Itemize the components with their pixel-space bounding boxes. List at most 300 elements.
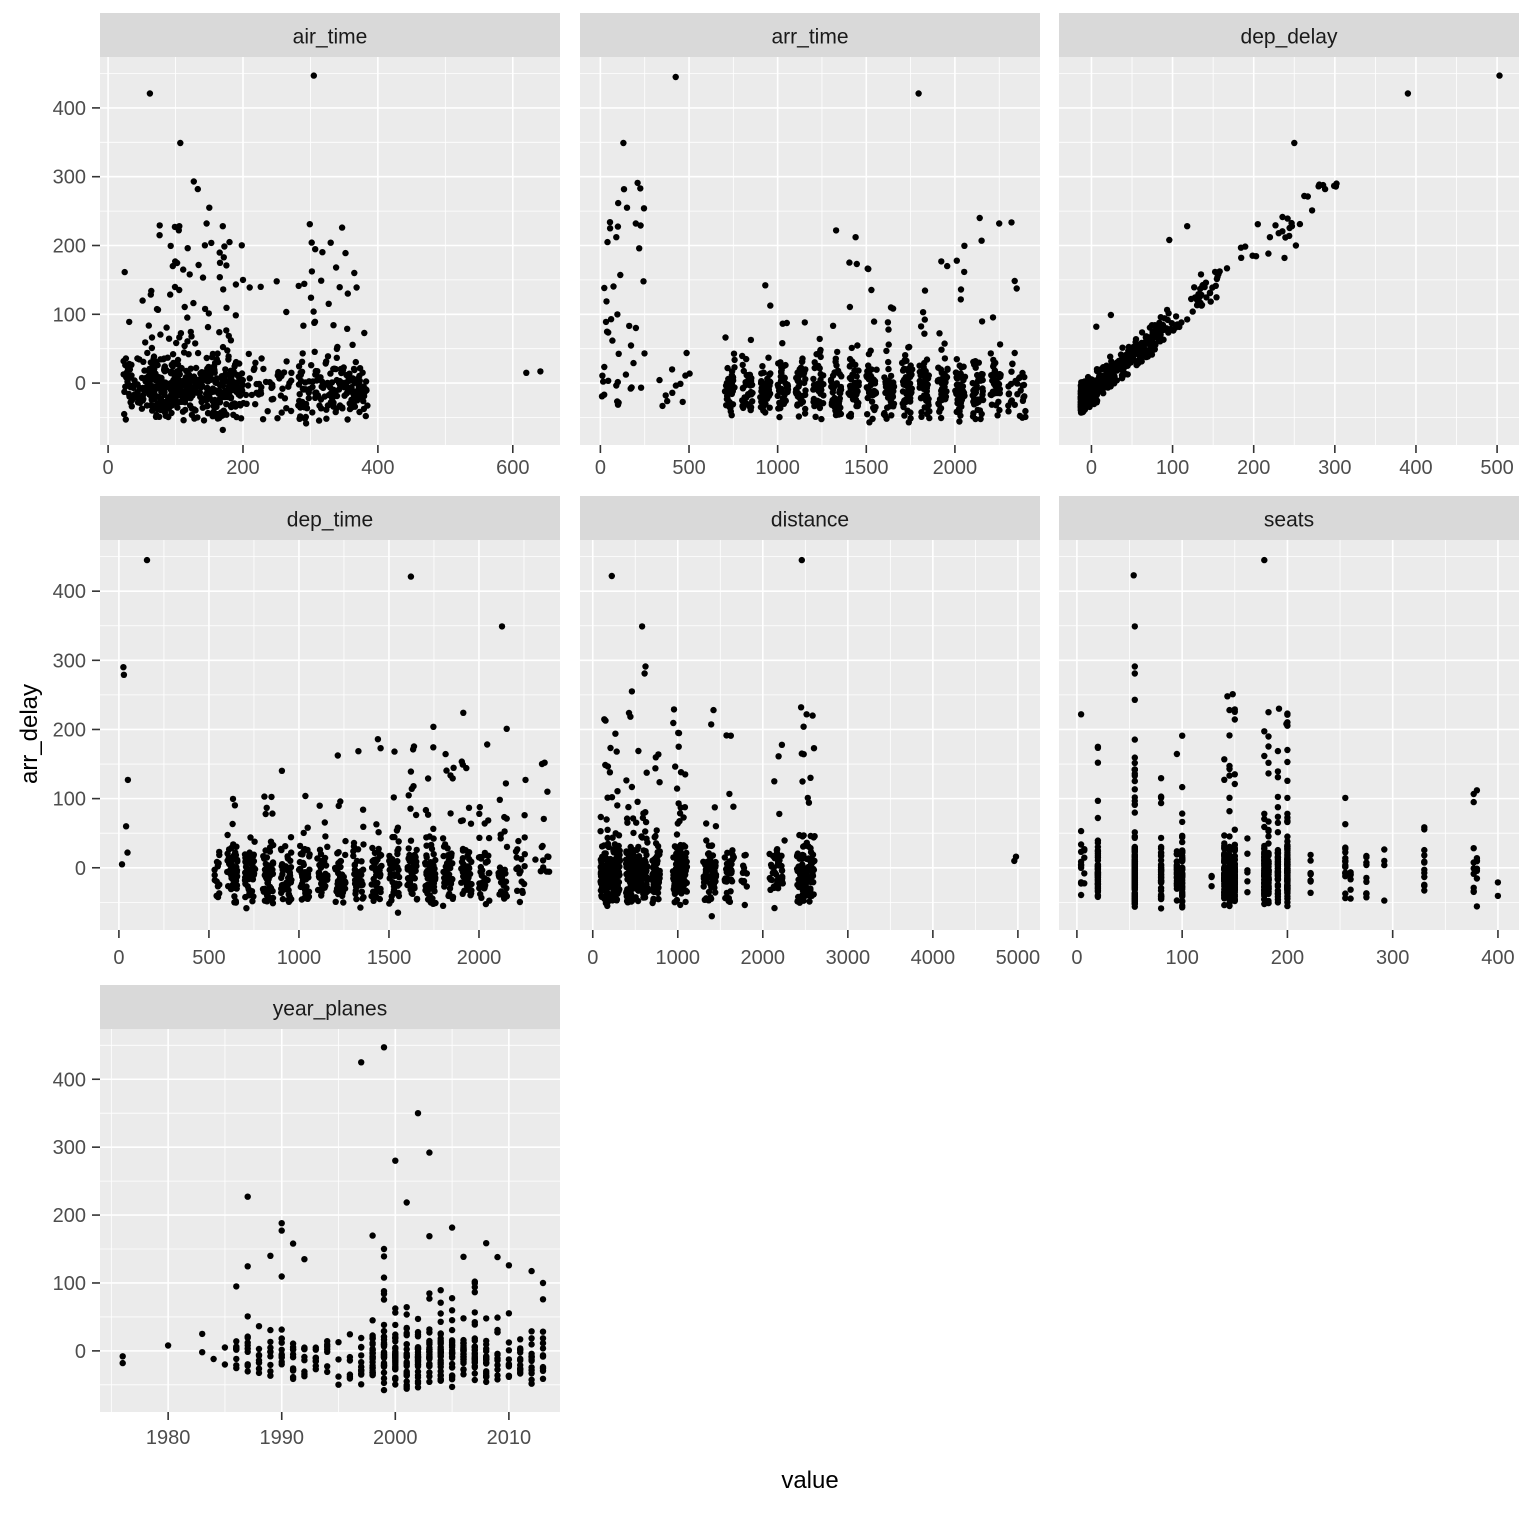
- data-point: [265, 871, 271, 877]
- data-point: [957, 362, 963, 368]
- data-point: [334, 850, 340, 856]
- data-point: [1009, 361, 1015, 367]
- data-point: [247, 375, 253, 381]
- data-point: [836, 401, 842, 407]
- data-point: [780, 321, 786, 327]
- data-point: [243, 392, 249, 398]
- data-point: [1022, 414, 1028, 420]
- data-point: [1078, 865, 1084, 871]
- data-point: [834, 349, 840, 355]
- data-point: [642, 894, 648, 900]
- data-point: [1474, 903, 1480, 909]
- data-point: [709, 913, 715, 919]
- data-point: [238, 415, 244, 421]
- data-point: [311, 72, 317, 78]
- data-point: [855, 367, 861, 373]
- data-point: [173, 340, 179, 346]
- data-point: [682, 372, 688, 378]
- data-point: [920, 309, 926, 315]
- data-point: [422, 861, 428, 867]
- data-point: [333, 264, 339, 270]
- data-point: [770, 870, 776, 876]
- data-point: [614, 748, 620, 754]
- data-point: [1192, 294, 1198, 300]
- data-point: [598, 814, 604, 820]
- data-point: [302, 887, 308, 893]
- data-point: [624, 205, 630, 211]
- data-point: [868, 287, 874, 293]
- data-point: [905, 344, 911, 350]
- data-point: [749, 382, 755, 388]
- data-point: [1199, 283, 1205, 289]
- data-point: [230, 796, 236, 802]
- y-tick-label: 0: [74, 373, 86, 396]
- data-point: [275, 369, 281, 375]
- data-point: [1132, 623, 1138, 629]
- data-point: [1095, 840, 1101, 846]
- data-point: [1261, 753, 1267, 759]
- data-point: [1275, 869, 1281, 875]
- data-point: [1265, 890, 1271, 896]
- data-point: [408, 768, 414, 774]
- data-point: [702, 897, 708, 903]
- data-point: [319, 384, 325, 390]
- data-point: [1232, 827, 1238, 833]
- data-point: [331, 366, 337, 372]
- data-point: [377, 745, 383, 751]
- data-point: [818, 385, 824, 391]
- data-point: [994, 412, 1000, 418]
- data-point: [178, 365, 184, 371]
- data-point: [149, 345, 155, 351]
- data-point: [908, 362, 914, 368]
- data-point: [671, 706, 677, 712]
- data-point: [1119, 345, 1125, 351]
- data-point: [184, 314, 190, 320]
- data-point: [260, 416, 266, 422]
- data-point: [215, 860, 221, 866]
- data-point: [337, 798, 343, 804]
- x-tick-label: 2000: [373, 1427, 418, 1449]
- y-tick-label: 200: [52, 1205, 86, 1228]
- data-point: [422, 887, 428, 893]
- data-point: [537, 368, 543, 374]
- data-point: [918, 323, 924, 329]
- data-point: [674, 785, 680, 791]
- data-point: [636, 863, 642, 869]
- data-point: [234, 858, 240, 864]
- data-point: [607, 769, 613, 775]
- data-point: [213, 404, 219, 410]
- data-point: [170, 351, 176, 357]
- data-point: [670, 720, 676, 726]
- data-point: [1132, 697, 1138, 703]
- data-point: [655, 843, 661, 849]
- data-point: [504, 844, 510, 850]
- data-point: [938, 347, 944, 353]
- data-point: [191, 178, 197, 184]
- data-point: [684, 888, 690, 894]
- data-point: [265, 408, 271, 414]
- data-point: [810, 376, 816, 382]
- data-point: [1265, 770, 1271, 776]
- facet-distance: [580, 496, 1040, 969]
- data-point: [636, 853, 642, 859]
- data-point: [766, 851, 772, 857]
- data-point: [614, 802, 620, 808]
- data-point: [616, 863, 622, 869]
- data-point: [328, 240, 334, 246]
- data-point: [192, 407, 198, 413]
- data-point: [309, 239, 315, 245]
- data-point: [1265, 818, 1271, 824]
- data-point: [958, 296, 964, 302]
- data-point: [809, 712, 815, 718]
- data-point: [206, 205, 212, 211]
- data-point: [428, 899, 434, 905]
- data-point: [306, 395, 312, 401]
- data-point: [134, 355, 140, 361]
- data-point: [798, 864, 804, 870]
- data-point: [338, 858, 344, 864]
- data-point: [811, 403, 817, 409]
- data-point: [1342, 821, 1348, 827]
- data-point: [375, 736, 381, 742]
- data-point: [122, 269, 128, 275]
- data-point: [958, 400, 964, 406]
- data-point: [1275, 768, 1281, 774]
- data-point: [1118, 351, 1124, 357]
- data-point: [414, 847, 420, 853]
- data-point: [278, 847, 284, 853]
- data-point: [318, 892, 324, 898]
- data-point: [727, 888, 733, 894]
- data-point: [810, 852, 816, 858]
- data-point: [332, 865, 338, 871]
- data-point: [1284, 747, 1290, 753]
- data-point: [478, 895, 484, 901]
- data-point: [1275, 894, 1281, 900]
- data-point: [297, 391, 303, 397]
- data-point: [776, 414, 782, 420]
- data-point: [767, 405, 773, 411]
- data-point: [126, 319, 132, 325]
- data-point: [838, 411, 844, 417]
- data-point: [300, 350, 306, 356]
- facet-strip-label: seats: [1263, 508, 1315, 532]
- data-point: [1005, 408, 1011, 414]
- data-point: [673, 861, 679, 867]
- data-point: [1226, 763, 1232, 769]
- data-point: [440, 835, 446, 841]
- data-point: [921, 392, 927, 398]
- data-point: [173, 385, 179, 391]
- data-point: [811, 385, 817, 391]
- data-point: [200, 274, 206, 280]
- data-point: [958, 389, 964, 395]
- y-tick-label: 100: [52, 304, 86, 327]
- data-point: [799, 778, 805, 784]
- data-point: [261, 793, 267, 799]
- data-point: [440, 869, 446, 875]
- data-point: [848, 413, 854, 419]
- data-point: [922, 287, 928, 293]
- data-point: [352, 404, 358, 410]
- data-point: [1265, 877, 1271, 883]
- data-point: [521, 881, 527, 887]
- data-point: [378, 852, 384, 858]
- data-point: [779, 386, 785, 392]
- data-point: [1244, 851, 1250, 857]
- data-point: [607, 745, 613, 751]
- data-point: [144, 557, 150, 563]
- data-point: [833, 356, 839, 362]
- data-point: [855, 400, 861, 406]
- data-point: [847, 363, 853, 369]
- data-point: [852, 386, 858, 392]
- data-point: [223, 262, 229, 268]
- data-point: [147, 385, 153, 391]
- data-point: [245, 1313, 251, 1319]
- data-point: [812, 414, 818, 420]
- data-point: [761, 370, 767, 376]
- data-point: [925, 399, 931, 405]
- data-point: [779, 374, 785, 380]
- data-point: [616, 832, 622, 838]
- data-point: [521, 812, 527, 818]
- data-point: [672, 899, 678, 905]
- data-point: [1095, 857, 1101, 863]
- data-point: [601, 879, 607, 885]
- data-point: [1284, 869, 1290, 875]
- data-point: [1226, 903, 1232, 909]
- y-tick-label: 400: [52, 581, 86, 604]
- data-point: [885, 326, 891, 332]
- data-point: [807, 864, 813, 870]
- data-point: [318, 278, 324, 284]
- x-tick-label: 500: [192, 947, 226, 969]
- data-point: [252, 360, 258, 366]
- data-point: [245, 1363, 251, 1369]
- data-point: [1305, 193, 1311, 199]
- data-point: [1275, 875, 1281, 881]
- data-point: [169, 362, 175, 368]
- data-point: [360, 841, 366, 847]
- data-point: [1495, 879, 1501, 885]
- data-point: [242, 859, 248, 865]
- data-point: [1283, 721, 1289, 727]
- data-point: [1421, 858, 1427, 864]
- data-point: [172, 284, 178, 290]
- data-point: [728, 381, 734, 387]
- data-point: [168, 370, 174, 376]
- data-point: [887, 386, 893, 392]
- data-point: [888, 304, 894, 310]
- data-point: [222, 394, 228, 400]
- data-point: [465, 874, 471, 880]
- data-point: [616, 351, 622, 357]
- data-point: [459, 758, 465, 764]
- data-point: [776, 857, 782, 863]
- data-point: [407, 806, 413, 812]
- data-point: [865, 362, 871, 368]
- data-point: [233, 281, 239, 287]
- data-point: [125, 777, 131, 783]
- data-point: [817, 336, 823, 342]
- data-point: [445, 852, 451, 858]
- data-point: [192, 379, 198, 385]
- data-point: [1158, 896, 1164, 902]
- data-point: [1307, 890, 1313, 896]
- data-point: [139, 297, 145, 303]
- data-point: [1108, 312, 1114, 318]
- data-point: [628, 384, 634, 390]
- data-point: [1130, 344, 1136, 350]
- data-point: [1081, 847, 1087, 853]
- data-point: [683, 350, 689, 356]
- data-point: [321, 885, 327, 891]
- data-point: [334, 355, 340, 361]
- data-point: [253, 390, 259, 396]
- data-point: [604, 239, 610, 245]
- data-point: [239, 242, 245, 248]
- data-point: [1381, 846, 1387, 852]
- data-point: [630, 830, 636, 836]
- data-point: [993, 402, 999, 408]
- x-tick-label: 0: [1085, 457, 1098, 479]
- data-point: [682, 899, 688, 905]
- data-point: [1255, 221, 1261, 227]
- data-point: [276, 375, 282, 381]
- data-point: [440, 903, 446, 909]
- data-point: [727, 870, 733, 876]
- data-point: [330, 403, 336, 409]
- data-point: [299, 896, 305, 902]
- data-point: [626, 323, 632, 329]
- data-point: [1244, 835, 1250, 841]
- data-point: [722, 334, 728, 340]
- data-point: [142, 339, 148, 345]
- data-point: [906, 419, 912, 425]
- data-point: [1421, 882, 1427, 888]
- data-point: [670, 872, 676, 878]
- data-point: [496, 871, 502, 877]
- data-point: [468, 859, 474, 865]
- data-point: [1405, 90, 1411, 96]
- data-point: [830, 372, 836, 378]
- data-point: [610, 283, 616, 289]
- data-point: [669, 390, 675, 396]
- data-point: [1132, 794, 1138, 800]
- data-point: [458, 818, 464, 824]
- data-point: [450, 775, 456, 781]
- data-point: [741, 368, 747, 374]
- data-point: [1208, 874, 1214, 880]
- data-point: [1081, 880, 1087, 886]
- data-point: [1132, 663, 1138, 669]
- facet-arr_time: [580, 13, 1040, 479]
- data-point: [866, 419, 872, 425]
- data-point: [324, 873, 330, 879]
- data-point: [180, 378, 186, 384]
- data-point: [1184, 316, 1190, 322]
- data-point: [215, 411, 221, 417]
- data-point: [212, 388, 218, 394]
- data-point: [1284, 893, 1290, 899]
- data-point: [889, 393, 895, 399]
- data-point: [854, 342, 860, 348]
- data-point: [745, 375, 751, 381]
- data-point: [446, 871, 452, 877]
- data-point: [1095, 760, 1101, 766]
- x-tick-label: 2000: [932, 457, 978, 479]
- data-point: [232, 802, 238, 808]
- data-point: [267, 1327, 273, 1333]
- data-point: [223, 327, 229, 333]
- data-point: [609, 573, 615, 579]
- data-point: [1014, 285, 1020, 291]
- data-point: [1085, 388, 1091, 394]
- data-point: [761, 396, 767, 402]
- data-point: [609, 897, 615, 903]
- data-point: [923, 368, 929, 374]
- data-point: [677, 848, 683, 854]
- data-point: [1232, 771, 1238, 777]
- data-point: [205, 324, 211, 330]
- data-point: [229, 821, 235, 827]
- data-point: [233, 1365, 239, 1371]
- data-point: [465, 852, 471, 858]
- data-point: [406, 792, 412, 798]
- data-point: [430, 826, 436, 832]
- data-point: [191, 373, 197, 379]
- data-point: [274, 278, 280, 284]
- data-point: [216, 329, 222, 335]
- data-point: [729, 372, 735, 378]
- data-point: [602, 866, 608, 872]
- panel-background: [1059, 57, 1519, 445]
- data-point: [1078, 403, 1084, 409]
- data-point: [224, 857, 230, 863]
- data-point: [256, 1360, 262, 1366]
- data-point: [221, 254, 227, 260]
- data-point: [726, 895, 732, 901]
- data-point: [1224, 693, 1230, 699]
- data-point: [204, 391, 210, 397]
- data-point: [246, 872, 252, 878]
- data-point: [161, 389, 167, 395]
- data-point: [637, 222, 643, 228]
- data-point: [794, 401, 800, 407]
- data-point: [247, 834, 253, 840]
- data-point: [1381, 862, 1387, 868]
- data-point: [199, 369, 205, 375]
- data-point: [500, 882, 506, 888]
- data-point: [267, 848, 273, 854]
- data-point: [270, 859, 276, 865]
- data-point: [429, 846, 435, 852]
- data-point: [1173, 313, 1179, 319]
- data-point: [267, 1345, 273, 1351]
- data-point: [678, 876, 684, 882]
- data-point: [1265, 898, 1271, 904]
- data-point: [634, 879, 640, 885]
- data-point: [644, 839, 650, 845]
- data-point: [315, 887, 321, 893]
- data-point: [1265, 840, 1271, 846]
- data-point: [1322, 186, 1328, 192]
- data-point: [1226, 772, 1232, 778]
